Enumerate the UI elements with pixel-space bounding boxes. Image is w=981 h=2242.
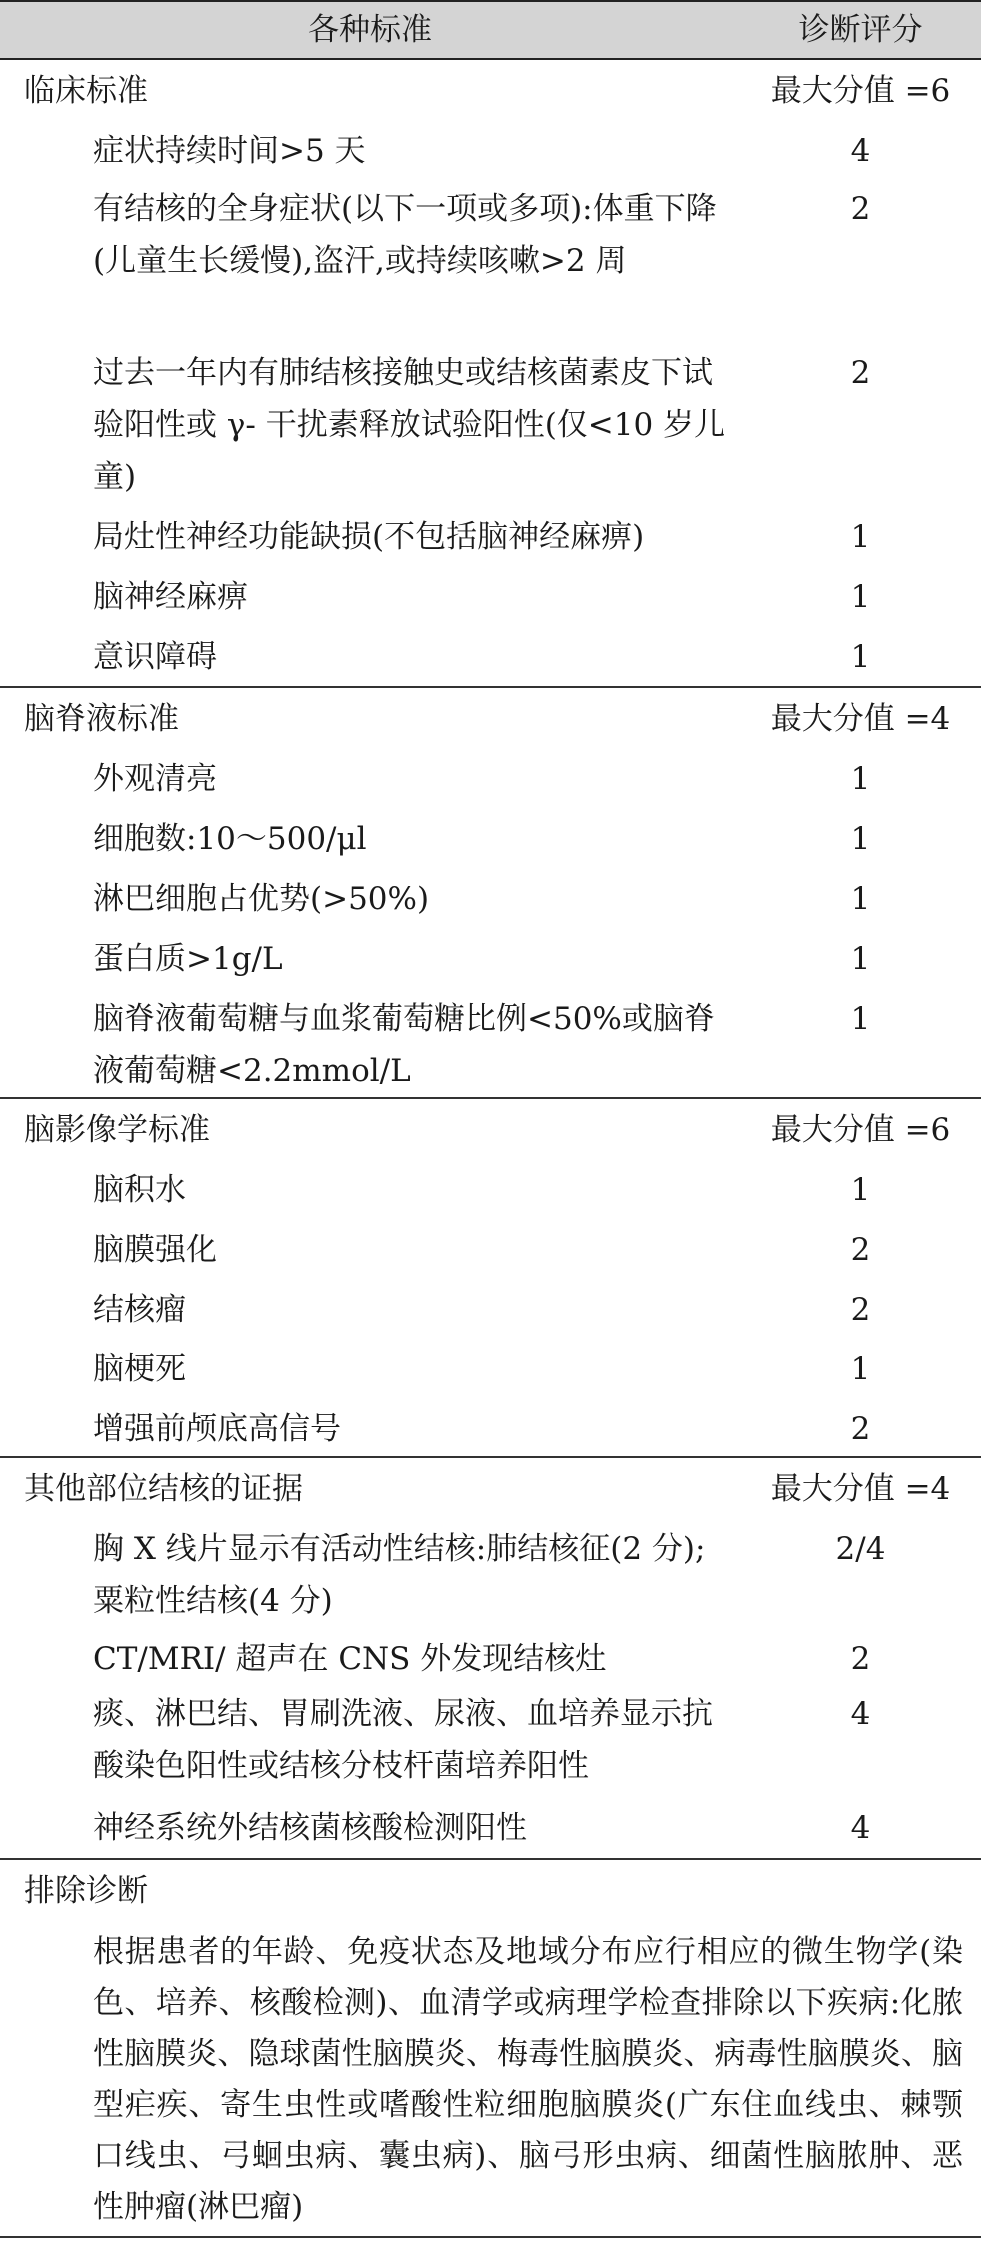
section-divider <box>0 1456 981 1458</box>
section-max-csf: 最大分值 =4 <box>770 701 951 737</box>
list-item: CT/MRI/ 超声在 CNS 外发现结核灶 <box>93 1641 607 1677</box>
list-item: 增强前颅底高信号 <box>93 1411 341 1447</box>
list-item: 痰、淋巴结、胃刷洗液、尿液、血培养显示抗酸染色阳性或结核分枝杆菌培养阳性 <box>93 1696 713 1784</box>
list-item: 脑神经麻痹 <box>93 579 248 615</box>
list-item: 脑积水 <box>93 1172 186 1208</box>
list-item: 局灶性神经功能缺损(不包括脑神经麻痹) <box>93 519 645 555</box>
section-max-other: 最大分值 =4 <box>770 1471 951 1507</box>
list-item: 神经系统外结核菌核酸检测阳性 <box>93 1810 527 1846</box>
score-value: 1 <box>850 579 871 615</box>
score-value: 1 <box>850 1001 871 1037</box>
list-item: 胸 X 线片显示有活动性结核:肺结核征(2 分);粟粒性结核(4 分) <box>93 1531 706 1619</box>
header-criteria: 各种标准 <box>308 12 432 48</box>
score-value: 4 <box>850 1696 871 1732</box>
score-value: 1 <box>850 1172 871 1208</box>
score-value: 4 <box>850 1810 871 1846</box>
list-item: 淋巴细胞占优势(>50%) <box>93 881 430 917</box>
section-title-clinical: 临床标准 <box>24 73 148 109</box>
header-score: 诊断评分 <box>798 12 923 48</box>
list-item: 意识障碍 <box>93 639 217 675</box>
section-max-clinical: 最大分值 =6 <box>770 73 951 109</box>
score-value: 1 <box>850 1351 871 1387</box>
table-bottom-rule <box>0 2236 981 2238</box>
exclusion-text: 根据患者的年龄、免疫状态及地域分布应行相应的微生物学(染色、培养、核酸检测)、血清学或病理学检查排除以下疾病:化脓性脑膜炎、隐球菌性脑膜炎、梅毒性脑膜炎、病毒性脑膜炎、脑型疟疾、寄生虫性或嗜酸性粒细胞脑膜炎(广东住血线虫、棘颚口线虫、弓蛔虫病、囊虫病)、脑弓形虫病、细菌性脑脓肿、恶性肿瘤(淋巴瘤) <box>93 1934 963 2225</box>
score-value: 1 <box>850 821 871 857</box>
list-item: 脑膜强化 <box>93 1232 217 1268</box>
score-value: 4 <box>850 133 871 169</box>
section-title-imaging: 脑影像学标准 <box>24 1112 210 1148</box>
list-item: 外观清亮 <box>93 761 217 797</box>
list-item: 结核瘤 <box>93 1292 186 1328</box>
list-item: 脑梗死 <box>93 1351 186 1387</box>
score-value: 2 <box>850 355 871 391</box>
score-value: 2 <box>850 1411 871 1447</box>
section-divider <box>0 1097 981 1099</box>
list-item: 细胞数:10～500/μl <box>93 821 367 857</box>
section-max-imaging: 最大分值 =6 <box>770 1112 951 1148</box>
score-value: 1 <box>850 881 871 917</box>
list-item: 脑脊液葡萄糖与血浆葡萄糖比例<50%或脑脊液葡萄糖<2.2mmol/L <box>93 1001 715 1089</box>
score-value: 1 <box>850 941 871 977</box>
score-value: 2 <box>850 1641 871 1677</box>
list-item: 蛋白质>1g/L <box>93 941 283 977</box>
list-item: 症状持续时间>5 天 <box>93 133 366 169</box>
list-item: 有结核的全身症状(以下一项或多项):体重下降(儿童生长缓慢),盗汗,或持续咳嗽>2 周 <box>93 191 717 279</box>
score-value: 2 <box>850 191 871 227</box>
section-title-csf: 脑脊液标准 <box>24 701 179 737</box>
score-value: 2 <box>850 1292 871 1328</box>
score-value: 2 <box>850 1232 871 1268</box>
section-divider <box>0 1858 981 1860</box>
table-header <box>0 0 981 60</box>
score-value: 1 <box>850 519 871 555</box>
score-value: 2/4 <box>835 1531 886 1567</box>
section-title-other: 其他部位结核的证据 <box>24 1471 303 1507</box>
score-value: 1 <box>850 761 871 797</box>
section-divider <box>0 686 981 688</box>
score-value: 1 <box>850 639 871 675</box>
section-title-exclusion: 排除诊断 <box>24 1873 148 1909</box>
list-item: 过去一年内有肺结核接触史或结核菌素皮下试验阳性或 γ- 干扰素释放试验阳性(仅<10 岁儿童) <box>93 355 726 495</box>
